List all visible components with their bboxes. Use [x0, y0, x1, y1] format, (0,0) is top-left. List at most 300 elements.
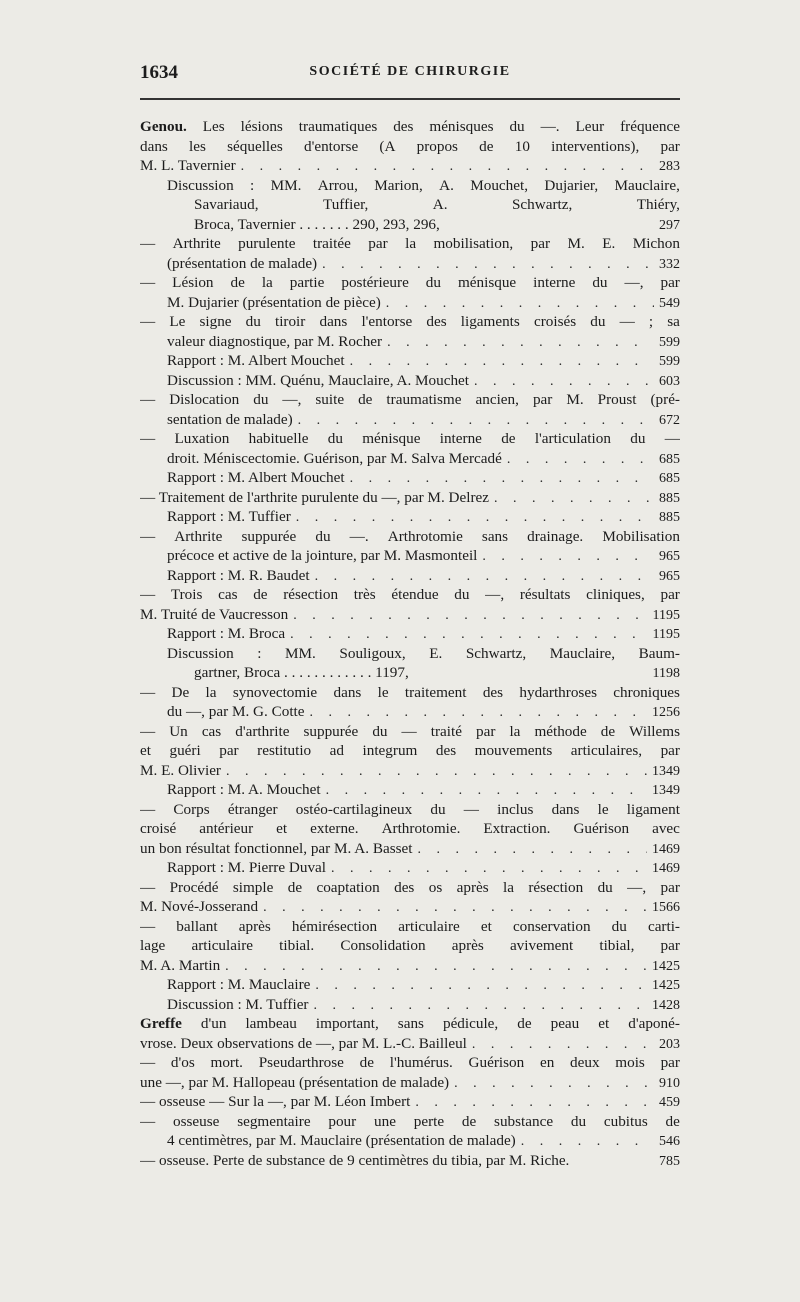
- entry-word: des: [394, 878, 415, 896]
- entry-word: Mouchet,: [470, 176, 529, 194]
- entry-word: Savariaud,: [194, 196, 259, 213]
- page-reference: 1195: [652, 607, 680, 623]
- leader-dots: [350, 469, 654, 488]
- leader-dots: [322, 255, 654, 274]
- entry-word: cas: [218, 586, 238, 603]
- entry-word: ancien,: [475, 391, 519, 408]
- entry-word: dans: [333, 683, 362, 701]
- page-number: 1634: [140, 62, 178, 83]
- entry-word: Discussion: [167, 644, 234, 662]
- index-line: [140, 1073, 680, 1093]
- entry-word: traumatiques: [298, 118, 378, 135]
- index-line: [140, 878, 680, 898]
- page-reference: 965: [659, 549, 680, 564]
- entry-text: Rapport : M. Pierre Duval: [167, 859, 327, 876]
- entry-word: de: [359, 1054, 374, 1071]
- entry-word: résultats: [519, 586, 571, 603]
- index-line: [140, 156, 680, 176]
- entry-word: Guérison: [573, 820, 630, 837]
- entry-word: Le: [169, 313, 186, 330]
- entry-word: Les: [202, 118, 225, 135]
- entry-word: du: [327, 430, 343, 447]
- entry-text: M. Nové-Josserand: [140, 898, 259, 915]
- index-line: [140, 644, 680, 664]
- entry-word: par: [660, 137, 680, 155]
- entry-word: et: [276, 820, 288, 837]
- entry-word: des: [426, 313, 447, 330]
- entry-word: partie: [289, 274, 325, 291]
- entry-word: externe.: [310, 820, 359, 837]
- entry-word: Genou.: [140, 118, 187, 135]
- entry-word: chroniques: [613, 683, 680, 701]
- index-line: [140, 176, 680, 196]
- index-line: [140, 956, 680, 976]
- entry-word: Souligoux,: [339, 644, 406, 662]
- entry-word: avivement: [509, 937, 574, 954]
- entry-word: coaptation: [316, 878, 380, 896]
- page-reference: 1256: [652, 705, 680, 720]
- entry-word: du: [611, 917, 627, 935]
- index-line: [140, 780, 680, 800]
- entry-word: ballant: [176, 917, 218, 935]
- entry-word: du: [590, 313, 606, 330]
- entry-word: après: [238, 917, 271, 935]
- entry-word: E.: [429, 644, 443, 662]
- index-line: [140, 1014, 680, 1034]
- entry-word: avec: [652, 820, 680, 837]
- entry-word: Marion,: [374, 176, 423, 194]
- page-reference: 685: [659, 471, 680, 486]
- entry-word: par: [660, 274, 680, 291]
- entry-word: —,: [624, 274, 644, 291]
- entry-word: étranger: [227, 800, 278, 818]
- entry-word: par: [530, 235, 551, 252]
- page-reference: 1195: [652, 627, 680, 642]
- index-line: [140, 800, 680, 820]
- entry-word: du: [425, 274, 441, 291]
- entry-word: de: [501, 430, 516, 447]
- entry-word: antérieur: [199, 820, 254, 837]
- entry-word: dans: [319, 313, 348, 330]
- entry-word: synovectomie: [232, 683, 318, 701]
- leader-dots: [331, 859, 647, 878]
- entry-word: les: [189, 137, 206, 155]
- entry-word: —: [140, 800, 156, 818]
- entry-word: E.: [602, 235, 616, 252]
- leader-dots: [326, 781, 647, 800]
- entry-word: important,: [315, 1015, 379, 1032]
- entry-word: —,: [485, 586, 505, 603]
- entry-word: Tuffier,: [322, 196, 369, 213]
- entry-word: étendue: [391, 586, 439, 603]
- entry-word: ;: [648, 313, 654, 330]
- entry-word: pédicule,: [442, 1015, 499, 1032]
- entry-text: droit. Méniscectomie. Guérison, par M. Salva Mercadé: [167, 449, 502, 467]
- entry-word: substance: [494, 1112, 554, 1130]
- entry-word: et: [598, 1015, 610, 1032]
- page-reference: 1349: [652, 783, 680, 798]
- entry-word: Arthrite: [174, 527, 223, 545]
- entry-word: signe: [199, 313, 232, 330]
- leader-dots: [474, 372, 654, 391]
- entry-word: dans: [140, 137, 168, 155]
- entry-word: l'articulation: [534, 430, 611, 447]
- entry-word: Michon: [632, 235, 680, 252]
- entry-word: postérieure: [341, 274, 409, 291]
- entry-word: cubitus: [603, 1112, 648, 1130]
- entry-word: suppurée: [241, 527, 297, 545]
- entry-word: osseuse: [172, 1112, 220, 1130]
- index-line: [140, 332, 680, 352]
- index-line: [140, 1092, 680, 1112]
- page-reference: 283: [659, 159, 680, 174]
- entry-word: sans: [397, 1015, 424, 1032]
- leader-dots: [296, 508, 654, 527]
- entry-word: mouvements: [474, 742, 553, 759]
- page-reference: 599: [659, 354, 680, 369]
- running-header: [140, 62, 680, 84]
- index-line: [140, 722, 680, 742]
- leader-dots: [298, 411, 654, 430]
- entry-text: (présentation de malade): [167, 254, 318, 272]
- entry-word: la: [509, 722, 521, 740]
- entry-word: Luxation: [174, 430, 230, 447]
- entry-text: Rapport : M. Albert Mouchet: [167, 469, 345, 486]
- entry-word: ligament: [626, 800, 680, 818]
- entry-word: carti-: [647, 917, 680, 935]
- index-line: [140, 507, 680, 527]
- entry-word: Consolidation: [340, 937, 426, 954]
- index-line: [140, 761, 680, 781]
- page-reference: 459: [659, 1095, 680, 1110]
- page-reference: 1425: [652, 958, 680, 974]
- page-reference: 297: [659, 217, 680, 233]
- entry-word: traitée: [312, 235, 351, 252]
- entry-word: de: [287, 878, 303, 896]
- entry-word: (pré-: [650, 391, 680, 408]
- entry-word: du: [245, 313, 261, 330]
- entry-word: de: [230, 274, 245, 291]
- leader-dots: [472, 1035, 654, 1054]
- leader-dots: [290, 625, 647, 644]
- entry-text: M. L. Tavernier: [140, 157, 236, 174]
- entry-text: sentation de malade): [167, 410, 293, 428]
- index-line: [140, 839, 680, 859]
- entry-word: après: [451, 937, 484, 954]
- entry-word: très: [353, 586, 376, 603]
- page-reference: 332: [659, 256, 680, 272]
- entry-text: gartner, Broca . . . . . . . . . . . . 1197,: [194, 664, 409, 681]
- entry-word: —: [140, 391, 156, 408]
- entry-word: A.: [432, 196, 448, 213]
- entry-word: des: [482, 683, 504, 701]
- entry-word: du: [315, 527, 331, 545]
- entry-word: mois: [615, 1054, 645, 1071]
- entry-word: inclus: [497, 800, 534, 818]
- entry-text: un bon résultat fonctionnel, par M. A. Basset: [140, 839, 413, 857]
- entry-word: —: [463, 800, 479, 818]
- entry-word: simple: [232, 878, 274, 896]
- page-reference: 885: [659, 490, 680, 506]
- index-line: [140, 468, 680, 488]
- index-line: [140, 1151, 680, 1171]
- entry-word: Mauclaire,: [614, 176, 680, 194]
- entry-text: du —, par M. G. Cotte: [167, 703, 305, 720]
- entry-word: guéri: [169, 742, 201, 759]
- entry-word: lésions: [240, 118, 283, 135]
- entry-word: hémirésection: [291, 917, 378, 935]
- leader-dots: [225, 957, 647, 976]
- entry-word: d'aponé-: [628, 1015, 680, 1032]
- entry-word: la: [205, 683, 217, 701]
- index-line: [140, 312, 680, 332]
- entry-word: et: [480, 917, 492, 935]
- entry-text: — osseuse. Perte de substance de 9 centimètres du tibia, par M. Riche.: [140, 1151, 570, 1169]
- entry-word: du: [454, 586, 470, 603]
- index-line: [140, 819, 680, 839]
- entry-word: de: [600, 722, 616, 740]
- entry-word: Trois: [170, 586, 203, 603]
- entry-word: d'arthrite: [235, 722, 290, 740]
- entry-word: des: [393, 118, 414, 135]
- index-line: [140, 975, 680, 995]
- entry-word: interne: [439, 430, 482, 447]
- entry-word: hydarthroses: [519, 683, 597, 701]
- entry-word: Greffe: [140, 1015, 182, 1032]
- entry-word: ligaments: [460, 313, 520, 330]
- entry-word: ad: [329, 742, 344, 759]
- entry-word: résection: [283, 586, 339, 603]
- entry-word: —: [664, 430, 680, 447]
- entry-word: —: [140, 235, 156, 252]
- entry-word: mobilisation,: [433, 235, 514, 252]
- entry-word: Lésion: [172, 274, 214, 291]
- leader-dots: [521, 1132, 654, 1151]
- page-reference: 603: [659, 373, 680, 389]
- index-line: [140, 546, 680, 566]
- page-reference: 1469: [652, 861, 680, 876]
- entry-word: articulaires,: [570, 742, 643, 759]
- entry-word: du: [253, 391, 269, 408]
- entry-word: de: [479, 137, 494, 155]
- entry-word: Un: [169, 722, 188, 740]
- page-reference: 1469: [652, 841, 680, 857]
- index-line: [140, 117, 680, 137]
- index-entries: [140, 117, 680, 1170]
- entry-word: traumatisme: [386, 391, 462, 408]
- header-rule: [140, 98, 680, 100]
- page-reference: 1349: [652, 763, 680, 779]
- entry-text: Rapport : M. R. Baudet: [167, 566, 310, 584]
- entry-word: —: [140, 1112, 156, 1130]
- index-line: [140, 605, 680, 625]
- entry-word: fréquence: [620, 118, 680, 135]
- entry-word: par: [660, 586, 680, 603]
- entry-word: Arrou,: [317, 176, 358, 194]
- entry-word: Procédé: [169, 878, 219, 896]
- leader-dots: [482, 547, 654, 566]
- entry-word: MM.: [285, 644, 316, 662]
- index-line: [140, 527, 680, 547]
- entry-word: par: [660, 742, 680, 759]
- index-line: [140, 663, 680, 683]
- entry-word: Dujarier,: [544, 176, 599, 194]
- entry-word: —: [140, 722, 156, 740]
- page-reference: 203: [659, 1036, 680, 1052]
- entry-word: habituelle: [248, 430, 309, 447]
- leader-dots: [418, 840, 648, 859]
- entry-word: restitutio: [257, 742, 312, 759]
- entry-text: — Traitement de l'arthrite purulente du —, par M. Delrez: [140, 488, 490, 506]
- page-reference: 546: [659, 1134, 680, 1149]
- entry-word: Guérison: [468, 1054, 525, 1071]
- entry-word: résection: [528, 878, 584, 896]
- page-reference: 1566: [652, 900, 680, 915]
- leader-dots: [241, 157, 654, 176]
- running-title: SOCIÉTÉ DE CHIRURGIE: [309, 64, 511, 79]
- entry-word: du: [570, 1112, 587, 1130]
- entry-word: Baum-: [638, 644, 680, 662]
- leader-dots: [386, 294, 654, 313]
- entry-text: Broca, Tavernier . . . . . . . 290, 293, 296,: [194, 215, 440, 233]
- entry-word: le: [597, 800, 609, 818]
- index-line: [140, 566, 680, 586]
- entry-word: du: [372, 722, 388, 740]
- entry-word: —.: [540, 118, 560, 135]
- entry-word: —: [140, 917, 156, 935]
- entry-word: Dislocation: [169, 391, 240, 408]
- entry-word: Thiéry,: [636, 196, 680, 213]
- entry-word: séquelles: [227, 137, 283, 155]
- entry-word: Schwartz,: [511, 196, 573, 213]
- entry-word: après: [456, 878, 489, 896]
- leader-dots: [387, 333, 654, 352]
- leader-dots: [314, 996, 648, 1015]
- entry-word: segmentaire: [237, 1112, 311, 1130]
- index-line: [140, 273, 680, 293]
- entry-word: une: [374, 1112, 396, 1130]
- entry-text: Rapport : M. Mauclaire: [167, 976, 311, 993]
- entry-word: le: [377, 683, 389, 701]
- entry-word: par: [368, 235, 388, 252]
- entry-word: Willems: [629, 722, 680, 740]
- entry-word: tibial,: [599, 937, 635, 954]
- entry-word: —: [140, 683, 156, 701]
- index-line: [140, 390, 680, 410]
- page-reference: 1198: [652, 666, 680, 681]
- index-line: [140, 741, 680, 761]
- entry-word: sa: [667, 313, 680, 330]
- entry-word: :: [257, 644, 262, 662]
- entry-word: du: [592, 274, 608, 291]
- entry-word: l'entorse: [361, 313, 413, 330]
- entry-word: Extraction.: [483, 820, 551, 837]
- entry-word: lambeau: [245, 1015, 297, 1032]
- entry-word: dans: [551, 800, 580, 818]
- entry-word: mort.: [210, 1054, 243, 1071]
- entry-word: cliniques,: [586, 586, 645, 603]
- index-line: [140, 449, 680, 469]
- entry-word: —: [401, 722, 417, 740]
- entry-word: cas: [201, 722, 222, 740]
- entry-word: pour: [328, 1112, 357, 1130]
- entry-word: articulaire: [398, 917, 460, 935]
- index-line: [140, 215, 680, 235]
- entry-word: croisés: [533, 313, 577, 330]
- entry-word: par: [219, 742, 239, 759]
- entry-text: M. E. Olivier: [140, 761, 221, 779]
- entry-word: ménisque: [457, 274, 517, 291]
- entry-word: traitement: [404, 683, 467, 701]
- entry-word: suite: [315, 391, 345, 408]
- entry-word: par: [660, 937, 680, 954]
- leader-dots: [350, 352, 654, 371]
- index-line: [140, 410, 680, 430]
- entry-word: d'entorse: [304, 137, 359, 155]
- entry-word: Pseudarthrose: [258, 1054, 344, 1071]
- entry-word: A.: [439, 176, 454, 194]
- entry-word: par: [660, 878, 680, 896]
- entry-word: suppurée: [303, 722, 359, 740]
- index-line: [140, 195, 680, 215]
- entry-word: d'un: [200, 1015, 227, 1032]
- entry-word: deux: [570, 1054, 600, 1071]
- entry-word: De: [171, 683, 190, 701]
- entry-word: conservation: [512, 917, 591, 935]
- entry-word: Mauclaire,: [549, 644, 616, 662]
- entry-word: Corps: [173, 800, 210, 818]
- entry-text: M. A. Martin: [140, 956, 221, 974]
- entry-word: MM.: [270, 176, 302, 194]
- leader-dots: [507, 450, 654, 469]
- entry-word: Proust: [597, 391, 637, 408]
- entry-word: du: [509, 118, 525, 135]
- entry-word: purulente: [238, 235, 296, 252]
- index-line: [140, 1112, 680, 1132]
- leader-dots: [263, 898, 647, 917]
- index-line: [140, 429, 680, 449]
- entry-word: Arthrotomie: [387, 527, 463, 545]
- entry-word: de: [665, 1112, 680, 1130]
- leader-dots: [315, 976, 647, 995]
- index-line: [140, 488, 680, 508]
- index-line: [140, 1131, 680, 1151]
- entry-word: —.: [349, 527, 369, 545]
- entry-word: en: [539, 1054, 555, 1071]
- entry-word: (A: [379, 137, 396, 155]
- leader-dots: [494, 489, 654, 508]
- page-reference: 1425: [652, 978, 680, 993]
- entry-word: —: [140, 1054, 156, 1071]
- entry-text: M. Truité de Vaucresson: [140, 605, 289, 623]
- entry-word: :: [250, 176, 255, 194]
- entry-word: lage: [140, 937, 166, 954]
- leader-dots: [310, 703, 647, 722]
- entry-word: des: [435, 742, 457, 759]
- entry-word: croisé: [140, 820, 177, 837]
- index-line: [140, 624, 680, 644]
- entry-word: peau: [550, 1015, 580, 1032]
- entry-text: 4 centimètres, par M. Mauclaire (présentation de malade): [167, 1132, 516, 1149]
- entry-word: Arthrotomie.: [381, 820, 461, 837]
- index-line: [140, 1034, 680, 1054]
- entry-word: perte: [413, 1112, 445, 1130]
- entry-word: de: [461, 1112, 477, 1130]
- entry-word: Schwartz,: [465, 644, 527, 662]
- index-line: [140, 254, 680, 274]
- index-line: [140, 917, 680, 937]
- entry-text: Discussion : M. Tuffier: [167, 995, 309, 1013]
